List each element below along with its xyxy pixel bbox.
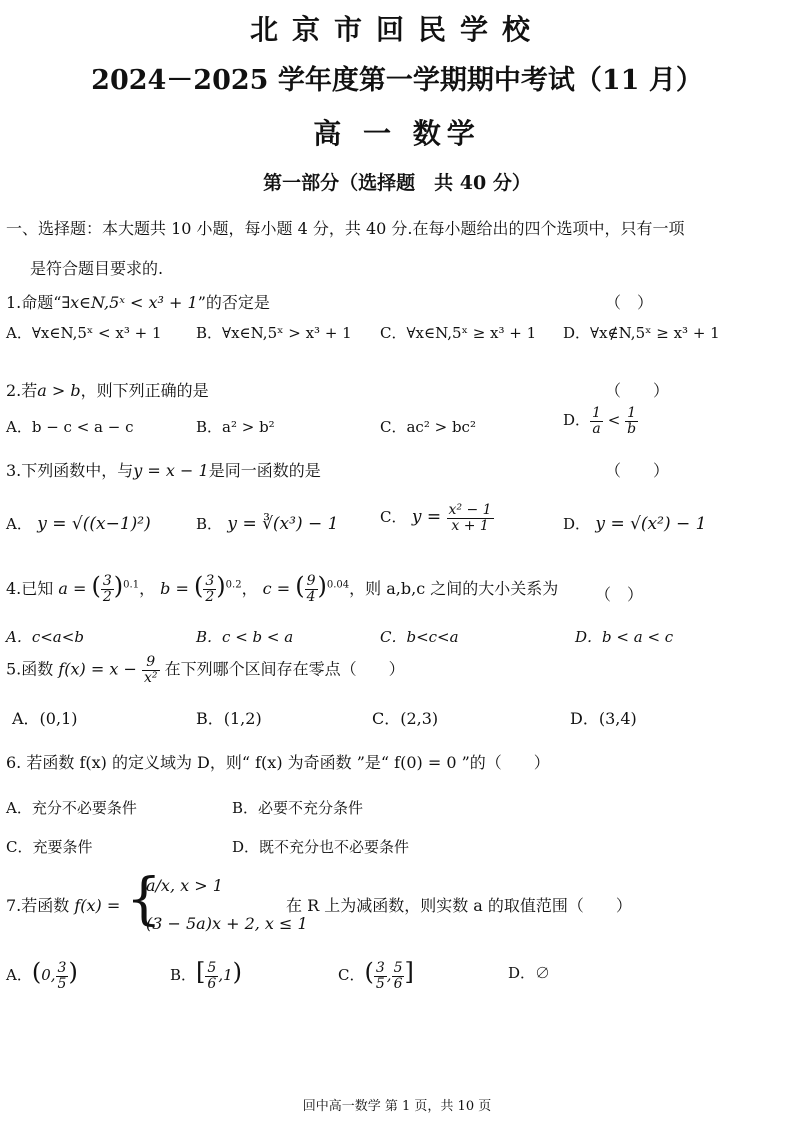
q5-option-c: C．(2,3)	[372, 709, 439, 728]
q6-option-c: C．充要条件	[6, 838, 93, 856]
q2-option-a: A．b − c < a − c	[6, 418, 134, 436]
question-3-stem: 3.下列函数中，与y = x − 1是同一函数的是	[6, 461, 321, 480]
question-5-stem: 5.函数 f(x) = x − $\frac{9}{\text{x²}}$ 在下列哪个区间存在零点（ ）	[6, 654, 405, 686]
q3-option-b: B． y = ∛(x³) − 1	[196, 514, 339, 534]
q5-option-a: A．(0,1)	[12, 709, 78, 728]
q1-option-b: B．∀x∈N,5ˣ > x³ + 1	[196, 324, 352, 342]
question-1-paren: （ ）	[605, 293, 654, 312]
q7-option-d: D．∅	[508, 964, 551, 982]
q3-option-a: A． y = √((x−1)²)	[6, 514, 151, 534]
q1-option-a: A．∀x∈N,5ˣ < x³ + 1	[6, 324, 162, 342]
question-1-math: ∃x∈N,5ˣ < x³ + 1	[61, 293, 198, 312]
piecewise-case-1: a/x, x > 1	[146, 876, 223, 895]
question-7-stem: 在 R 上为减函数，则实数 a 的取值范围（ ）	[286, 896, 632, 915]
q2-option-d: D． $\frac{1}{a}$ < $\frac{1}{b}$	[563, 405, 637, 437]
part-title: 第一部分（选择题 共 40 分）	[263, 172, 531, 194]
q5-option-b: B．(1,2)	[196, 709, 262, 728]
q2-option-b: B．a² > b²	[196, 418, 275, 436]
q5-option-d: D．(3,4)	[570, 709, 637, 728]
question-4-stem: 4.已知 a = ( $\frac{3}{2}$ )$^{0.1}$， b = ( $\frac{3}{2}$ )$^{0.2}$， c = ( $\frac{9}{4}$ )$^{0.04}$，则 a,b,c 之间的大小关系为	[6, 572, 559, 605]
question-1-stem: 1.命题“∃x∈N,5ˣ < x³ + 1”的否定是	[6, 293, 270, 312]
q4-option-d: D．b < a < c	[575, 628, 674, 646]
q4-option-b: B．c < b < a	[196, 628, 294, 646]
question-6-stem: 6. 若函数 f(x) 的定义域为 D，则“ f(x) 为奇函数 ”是“ f(0) = 0 ”的（ ）	[6, 753, 550, 772]
question-2-stem: 2.若a > b，则下列正确的是	[6, 381, 209, 400]
piecewise-brace: {	[126, 867, 162, 932]
school-name: 北京市回民学校	[249, 13, 544, 46]
q2-option-c: C．ac² > bc²	[380, 418, 476, 436]
page-footer: 回中高一数学 第 1 页，共 10 页	[302, 1099, 492, 1114]
section-instruction-cont: 是符合题目要求的.	[30, 259, 164, 278]
q7-option-c: C．( $\frac{3}{5}$ , $\frac{5}{6}$ ]	[338, 958, 414, 992]
q3-option-c: C． y = $\frac{\text{x² − 1}}{x + 1}$	[380, 502, 492, 534]
question-2-paren: （ ）	[605, 381, 670, 400]
q6-option-d: D．既不充分也不必要条件	[232, 838, 410, 856]
q6-option-b: B．必要不充分条件	[232, 799, 364, 817]
piecewise-case-2: (3 − 5a)x + 2, x ≤ 1	[146, 914, 308, 933]
q4-option-a: A．c<a<b	[6, 628, 84, 646]
q7-option-a: A．(0, $\frac{3}{5}$ )	[6, 958, 78, 992]
q1-option-d: D．∀x∉N,5ˣ ≥ x³ + 1	[563, 324, 720, 342]
q4-option-c: C．b<c<a	[380, 628, 459, 646]
q1-option-c: C．∀x∈N,5ˣ ≥ x³ + 1	[380, 324, 537, 342]
section-instruction: 一、选择题：本大题共 10 小题，每小题 4 分，共 40 分.在每小题给出的四个选项中，只有一项	[6, 219, 685, 238]
q6-option-a: A．充分不必要条件	[6, 799, 137, 817]
question-4-paren: （ ）	[595, 585, 644, 604]
question-7-prefix: 7.若函数 f(x) =	[6, 896, 121, 915]
question-3-paren: （ ）	[605, 461, 670, 480]
exam-title: 2024－2025 学年度第一学期期中考试（11 月）	[91, 65, 703, 96]
subject-title: 高 一 数学	[313, 117, 481, 150]
q3-option-d: D． y = √(x²) − 1	[563, 514, 707, 534]
q7-option-b: B．[ $\frac{5}{6}$ ,1)	[170, 958, 243, 992]
